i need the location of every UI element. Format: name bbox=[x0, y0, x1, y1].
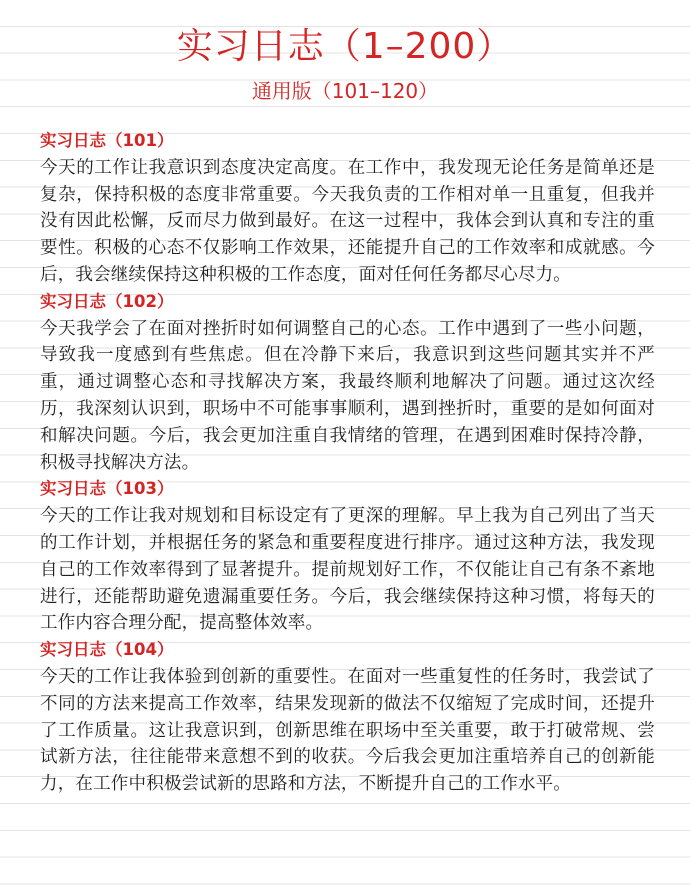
entry-heading: 实习日志（103） bbox=[40, 479, 174, 499]
log-entry-102 bbox=[40, 289, 655, 477]
entry-heading: 实习日志（102） bbox=[40, 291, 174, 311]
entry-body: 今天我学会了在面对挫折时如何调整自己的心态。工作中遇到了一些小问题，导致我一度感到有些焦虑。但在冷静下来后，我意识到这些问题其实并不严重，通过调整心态和寻找解决方案，我最终顺利地解决了问题。通过这次经历，我深刻认识到，职场中不可能事事顺利，遇到挫折时，重要的是如何面对和解决问题。今后，我会更加注重自我情绪的管理，在遇到困难时保持冷静，积极寻找解决方法。 bbox=[40, 318, 655, 473]
page-subtitle: 通用版（101–120） bbox=[251, 79, 439, 103]
entry-body: 今天的工作让我意识到态度决定高度。在工作中，我发现无论任务是简单还是复杂，保持积极的态度非常重要。今天我负责的工作相对单一且重复，但我并没有因此松懈，反而尽力做到最好。在这一过程中，我体会到认真和专注的重要性。积极的心态不仅影响工作效果，还能提升自己的工作效率和成就感。今后，我会继续保持这种积极的工作态度，面对任何任务都尽心尽力。 bbox=[40, 157, 655, 285]
entry-body: 今天的工作让我对规划和目标设定有了更深的理解。早上我为自己列出了当天的工作计划，并根据任务的紧急和重要程度进行排序。通过这种方法，我发现自己的工作效率得到了显著提升。提前规划好工作，不仅能让自己有条不紊地进行，还能帮助避免遗漏重要任务。今后，我会继续保持这种习惯，将每天的工作内容合理分配，提高整体效率。 bbox=[40, 506, 655, 634]
log-entries bbox=[40, 128, 655, 798]
page-title: 实习日志（1–200） bbox=[176, 26, 514, 67]
entry-heading: 实习日志（101） bbox=[40, 131, 174, 150]
log-entry-101 bbox=[40, 128, 655, 289]
log-entry-103 bbox=[40, 476, 655, 637]
entry-body: 今天的工作让我体验到创新的重要性。在面对一些重复性的任务时，我尝试了不同的方法来提高工作效率，结果发现新的做法不仅缩短了完成时间，还提升了工作质量。这让我意识到，创新思维在职场中至关重要，敢于打破常规、尝试新方法，往往能带来意想不到的收获。今后我会更加注重培养自己的创新能力，在工作中积极尝试新的思路和方法，不断提升自己的工作水平。 bbox=[40, 666, 655, 795]
log-entry-104 bbox=[40, 637, 655, 798]
entry-heading: 实习日志（104） bbox=[40, 640, 174, 660]
